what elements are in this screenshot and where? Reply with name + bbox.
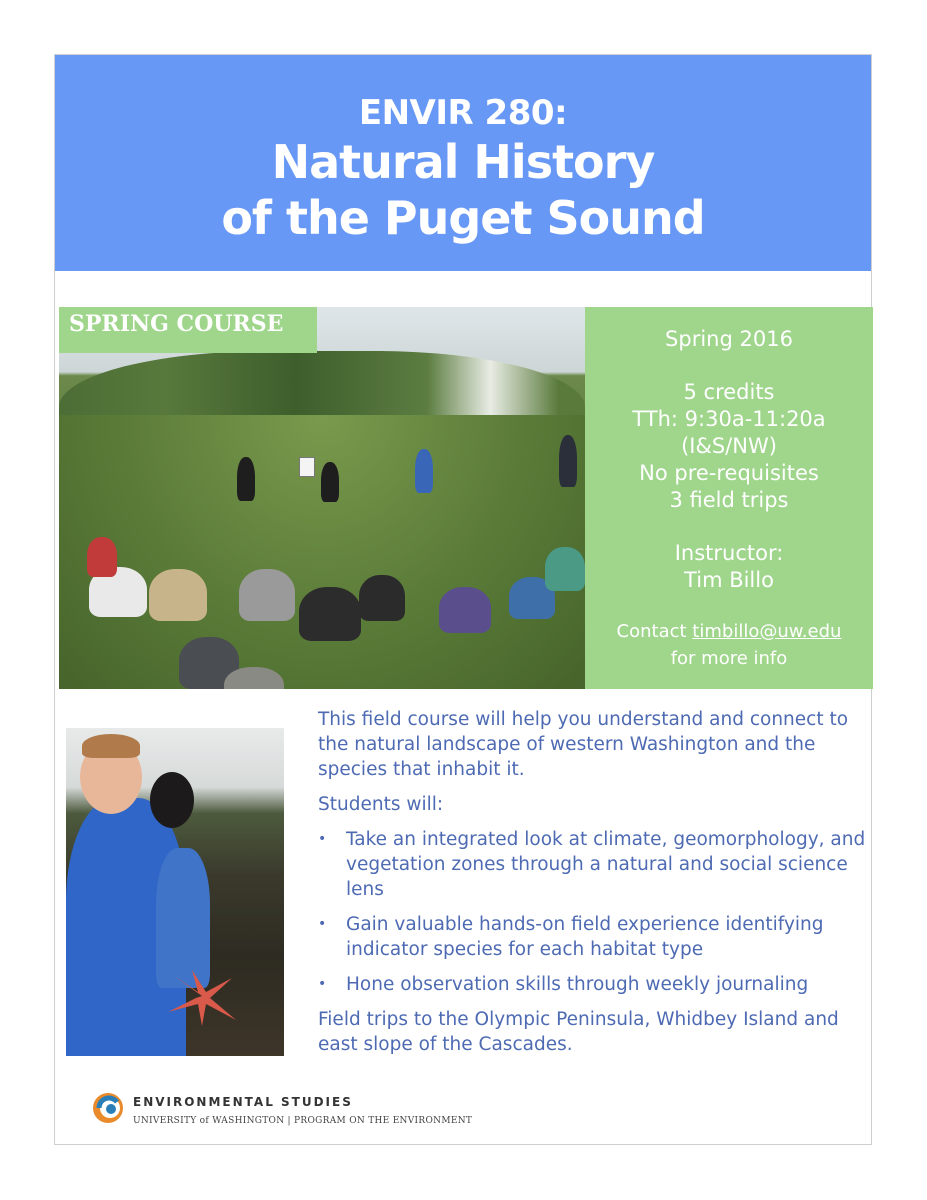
- term: Spring 2016: [665, 327, 793, 351]
- intro-paragraph: This field course will help you understand and connect to the natural landscape of western Washington and the species that inhabit it.: [318, 709, 849, 780]
- course-title-line2: of the Puget Sound: [221, 191, 705, 245]
- standing-person: [415, 449, 433, 493]
- instructor-label: Instructor:: [674, 541, 784, 565]
- student-hair: [82, 734, 140, 758]
- field-trips-paragraph: Field trips to the Olympic Peninsula, Whidbey Island and east slope of the Cascades.: [318, 1009, 839, 1055]
- tree-line: [59, 351, 585, 421]
- prerequisites: No pre-requisites: [639, 461, 819, 485]
- standing-person: [237, 457, 255, 501]
- list-item: [318, 827, 868, 902]
- instructor-name: Tim Billo: [684, 568, 774, 592]
- bullet-icon: •: [318, 916, 327, 932]
- contact-prefix: Contact: [616, 621, 687, 642]
- course-description: [318, 707, 868, 1067]
- seated-student: [149, 569, 207, 621]
- contact-email-link[interactable]: timbillo@uw.edu: [692, 621, 842, 642]
- course-code: ENVIR 280:: [358, 93, 568, 133]
- course-info-box: [585, 307, 873, 689]
- gen-ed-areas: (I&S/NW): [681, 434, 777, 458]
- field-class-photo: [59, 307, 585, 689]
- list-item: [318, 972, 868, 997]
- spring-course-badge: SPRING COURSE: [59, 307, 317, 353]
- list-item-text: Hone observation skills through weekly journaling: [346, 974, 809, 995]
- meadow: [59, 415, 585, 689]
- learning-outcomes-list: [318, 827, 868, 997]
- environmental-studies-logo-icon: [91, 1091, 125, 1125]
- header-banner: [55, 55, 871, 271]
- seated-student: [359, 575, 405, 621]
- seated-student: [439, 587, 491, 633]
- bullet-icon: •: [318, 831, 327, 847]
- sea-star: [162, 968, 242, 1028]
- contact-line: [585, 621, 873, 642]
- easel: [299, 457, 315, 477]
- schedule: TTh: 9:30a-11:20a: [632, 407, 826, 431]
- flyer: [54, 54, 872, 1145]
- standing-person: [559, 435, 577, 487]
- course-title-line1: Natural History: [271, 135, 655, 189]
- seated-student: [545, 547, 585, 591]
- student-second: [156, 848, 210, 988]
- seated-student: [239, 569, 295, 621]
- field-trips-count: 3 field trips: [669, 488, 789, 512]
- list-item-text: Gain valuable hands-on field experience identifying indicator species for each habitat type: [346, 914, 824, 960]
- standing-person: [321, 462, 339, 502]
- list-item: [318, 912, 868, 962]
- bullet-icon: •: [318, 976, 327, 992]
- contact-suffix: for more info: [670, 648, 788, 669]
- student-second-hair: [150, 772, 194, 828]
- seated-student: [299, 587, 361, 641]
- org-name: ENVIRONMENTAL STUDIES: [133, 1095, 353, 1109]
- credits: 5 credits: [683, 380, 775, 404]
- students-sea-star-photo: [66, 728, 284, 1056]
- list-item-text: Take an integrated look at climate, geomorphology, and vegetation zones through a natural and social science lens: [346, 829, 866, 900]
- seated-student: [87, 537, 117, 577]
- org-subtitle: UNIVERSITY of WASHINGTON | PROGRAM ON THE ENVIRONMENT: [133, 1116, 473, 1126]
- students-will-heading: Students will:: [318, 794, 444, 815]
